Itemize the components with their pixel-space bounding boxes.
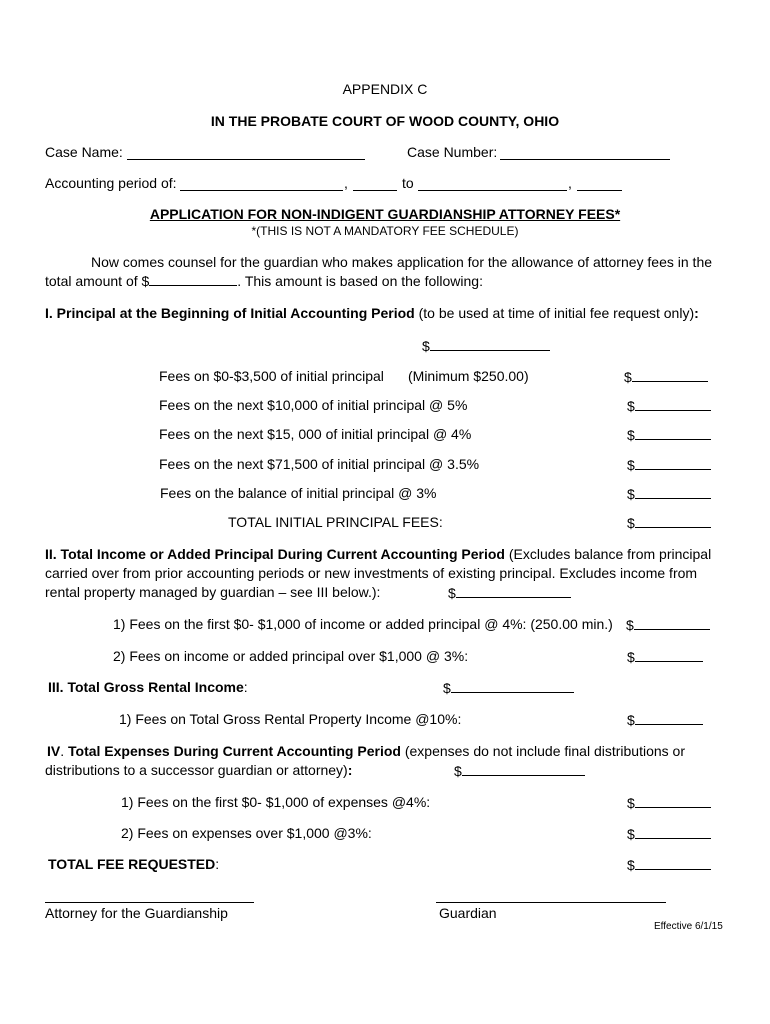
- income-fee-row-amount: [626, 617, 710, 632]
- intro-basis-text: . This amount is based on the following:: [237, 273, 483, 289]
- fee-row-amount: [627, 486, 711, 501]
- section-1-dollar: $: [422, 338, 430, 354]
- rental-fee-row-field[interactable]: [635, 712, 703, 725]
- income-fee-row-dollar: $: [626, 617, 634, 633]
- expense-fee-row-amount: [627, 795, 711, 810]
- section-2-line-3: rental property managed by guardian – see III below.):: [45, 584, 381, 600]
- section-3-heading-colon: :: [243, 679, 248, 695]
- accounting-period-label: Accounting period of:: [45, 175, 177, 191]
- fee-row-amount: [627, 427, 711, 442]
- fee-row-dollar: $: [627, 486, 635, 502]
- fee-row-amount: [627, 398, 711, 413]
- fee-row-field[interactable]: [635, 427, 711, 440]
- income-fee-row-dollar: $: [627, 649, 635, 665]
- income-fee-row-label: 1) Fees on the first $0- $1,000 of income or added principal @ 4%: (250.00 min.): [113, 616, 613, 632]
- period-start-field[interactable]: [180, 190, 343, 191]
- fee-row-field[interactable]: [635, 486, 711, 499]
- section-4-line-2-colon: :: [347, 762, 353, 778]
- income-fee-row-field[interactable]: [634, 617, 710, 630]
- fee-row-label: Fees on the next $10,000 of initial principal @ 5%: [159, 397, 468, 413]
- section-3-heading: [48, 680, 248, 694]
- expense-fee-row-amount: [627, 826, 711, 841]
- fee-row-label: Fees on $0-$3,500 of initial principal: [159, 368, 384, 384]
- section-1-heading: [45, 306, 699, 320]
- section-2-dollar: $: [448, 585, 456, 601]
- expense-fee-row-label: 2) Fees on expenses over $1,000 @3%:: [121, 825, 372, 841]
- mandatory-note: *(THIS IS NOT A MANDATORY FEE SCHEDULE): [251, 224, 519, 238]
- section-1-principal-field[interactable]: [430, 338, 550, 351]
- income-fee-row-label: 2) Fees on income or added principal over $1,000 @ 3%:: [113, 648, 469, 664]
- period-comma-1: ,: [344, 175, 348, 191]
- total-fee-colon: :: [215, 856, 220, 872]
- fee-row-field[interactable]: [635, 457, 711, 470]
- fee-row-dollar: $: [627, 398, 635, 414]
- section-4-line-2: [45, 763, 352, 777]
- period-to-label: to: [402, 175, 414, 191]
- section-4-line-2-text: distributions to a successor guardian or attorney): [45, 762, 348, 778]
- guardian-signature-label: Guardian: [439, 905, 497, 921]
- total-fee-label: TOTAL FEE REQUESTED: [48, 856, 216, 872]
- section-1-principal-amount: [422, 338, 550, 353]
- section-4-heading: [47, 744, 685, 758]
- section-1-heading-bold: I. Principal at the Beginning of Initial Accounting Period: [45, 305, 415, 321]
- fee-row-dollar: $: [627, 457, 635, 473]
- total-fee-field[interactable]: [635, 857, 711, 870]
- section-2-heading-bold: II. Total Income or Added Principal During Current Accounting Period: [45, 546, 505, 562]
- fee-row-field[interactable]: [632, 369, 708, 382]
- section-3-heading-bold: III. Total Gross Rental Income: [48, 679, 244, 695]
- period-start-year-field[interactable]: [353, 190, 397, 191]
- fee-row-minimum-note: (Minimum $250.00): [408, 368, 529, 384]
- section-2-heading: [45, 547, 711, 561]
- attorney-signature-label: Attorney for the Guardianship: [45, 905, 228, 921]
- fee-row-field[interactable]: [635, 398, 711, 411]
- section-3-amount: [443, 680, 574, 695]
- effective-date: Effective 6/1/15: [654, 921, 723, 932]
- case-number-field[interactable]: [500, 159, 670, 160]
- appendix-label: APPENDIX C: [342, 81, 428, 97]
- section-1-heading-colon: :: [694, 305, 699, 321]
- period-comma-2: ,: [568, 175, 572, 191]
- period-end-year-field[interactable]: [577, 190, 622, 191]
- rental-fee-row-amount: [627, 712, 703, 727]
- rental-fee-row-label: 1) Fees on Total Gross Rental Property Income @10%:: [119, 711, 462, 727]
- rental-fee-row-dollar: $: [627, 712, 635, 728]
- intro-line-1: Now comes counsel for the guardian who makes application for the allowance of attorney fees in the: [91, 254, 713, 270]
- section-4-heading-dot: .: [60, 743, 69, 759]
- fee-row-dollar: $: [624, 369, 632, 385]
- guardian-signature-line[interactable]: [436, 902, 666, 903]
- income-fee-row-amount: [627, 649, 703, 664]
- case-name-field[interactable]: [127, 159, 365, 160]
- total-initial-dollar: $: [627, 515, 635, 531]
- section-2-heading-note: (Excludes balance from principal: [504, 546, 712, 562]
- fee-row-label: Fees on the balance of initial principal @ 3%: [160, 485, 437, 501]
- fee-row-label: Fees on the next $15, 000 of initial principal @ 4%: [159, 426, 472, 442]
- fee-row-amount: [627, 457, 711, 472]
- attorney-signature-line[interactable]: [45, 902, 254, 903]
- court-title: IN THE PROBATE COURT OF WOOD COUNTY, OHIO: [210, 113, 560, 129]
- section-4-heading-note: (expenses do not include final distributions or: [400, 743, 686, 759]
- total-fee-amount: [627, 857, 711, 872]
- expense-fee-row-dollar: $: [627, 826, 635, 842]
- intro-total-field[interactable]: [149, 273, 237, 286]
- expense-fee-row-field[interactable]: [635, 795, 711, 808]
- expense-fee-row-label: 1) Fees on the first $0- $1,000 of expenses @4%:: [121, 794, 431, 810]
- section-2-amount: [448, 585, 571, 600]
- total-initial-principal-amount: [627, 515, 711, 530]
- intro-line-2: [45, 273, 483, 288]
- fee-row-label: Fees on the next $71,500 of initial principal @ 3.5%: [159, 456, 480, 472]
- section-4-amount-field[interactable]: [462, 763, 585, 776]
- application-title: APPLICATION FOR NON-INDIGENT GUARDIANSHIP ATTORNEY FEES*: [149, 206, 621, 222]
- intro-total-label: total amount of $: [45, 273, 150, 289]
- section-3-dollar: $: [443, 680, 451, 696]
- period-end-field[interactable]: [418, 190, 567, 191]
- total-fee-dollar: $: [627, 857, 635, 873]
- expense-fee-row-field[interactable]: [635, 826, 711, 839]
- section-4-heading-bold: Total Expenses During Current Accounting Period: [68, 743, 401, 759]
- income-fee-row-field[interactable]: [635, 649, 703, 662]
- section-1-heading-note: (to be used at time of initial fee request only): [414, 305, 695, 321]
- section-3-amount-field[interactable]: [451, 680, 574, 693]
- total-initial-principal-field[interactable]: [635, 515, 711, 528]
- case-number-label: Case Number:: [407, 144, 498, 160]
- fee-row-amount: [624, 369, 708, 384]
- section-2-amount-field[interactable]: [456, 585, 571, 598]
- total-fee-heading: [48, 857, 219, 871]
- case-name-label: Case Name:: [45, 144, 123, 160]
- expense-fee-row-dollar: $: [627, 795, 635, 811]
- total-initial-principal-label: TOTAL INITIAL PRINCIPAL FEES:: [228, 514, 443, 530]
- section-4-dollar: $: [454, 763, 462, 779]
- section-4-heading-numeral: IV: [47, 743, 61, 759]
- fee-row-dollar: $: [627, 427, 635, 443]
- section-4-amount: [454, 763, 585, 778]
- section-2-line-2: carried over from prior accounting periods or new investments of existing principal. Excludes income from: [45, 565, 698, 581]
